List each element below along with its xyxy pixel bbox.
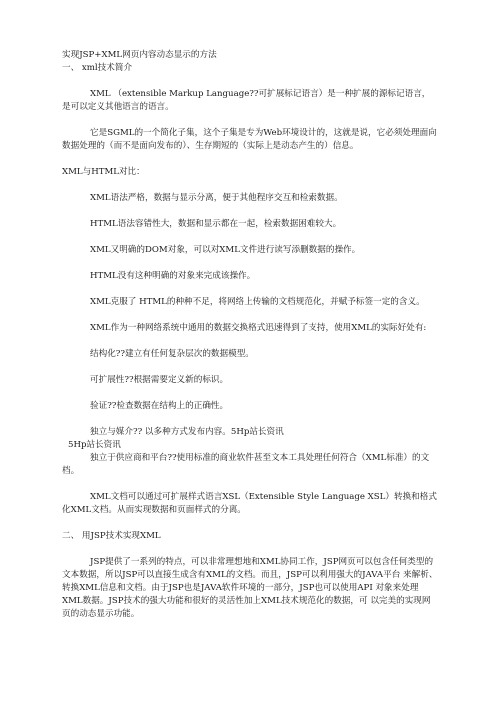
paragraph-sgml-subset: 它是SGML的一个简化子集，这个子集是专为Web环境设计的，这就是说，它必须处理面向数据处理的（而不是面向发布的）、生存期短的（实际上是动态产生的）信息。 bbox=[62, 128, 437, 151]
document-title: 实现JSP+XML网页内容动态显示的方法 bbox=[62, 50, 217, 60]
paragraph-xsl-transform: XML文档可以通过可扩展样式语言XSL（Extensible Style Language XSL）转换和格式化XML文档。从而实现数据和页面样式的分离。 bbox=[62, 492, 437, 515]
comparison-item-xml-overcomes: XML克服了 HTML的种种不足，将网络上传输的文档规范化，并赋予标签一定的含义。 bbox=[90, 297, 425, 307]
source-credit-text: 5Hp站长资讯 bbox=[68, 440, 121, 450]
benefit-item-media-independent: 独立与媒介?? 以多种方式发布内容。5Hp站长资讯 bbox=[90, 427, 284, 437]
benefit-item-structured: 结构化??建立有任何复杂层次的数据模型。 bbox=[90, 349, 254, 359]
section-heading-xml-intro: 一、 xml技术简介 bbox=[62, 63, 133, 73]
benefit-item-extensible: 可扩展性??根据需要定义新的标识。 bbox=[90, 375, 229, 385]
document-body bbox=[62, 49, 438, 621]
comparison-heading: XML与HTML对比： bbox=[62, 167, 145, 177]
comparison-item-xml-syntax: XML语法严格，数据与显示分离，便于其他程序交互和检索数据。 bbox=[90, 193, 343, 203]
comparison-item-xml-benefits: XML作为一种网络系统中通用的数据交换格式迅速得到了支持，使用XML的实际好处有: bbox=[90, 323, 427, 333]
paragraph-jsp-features: JSP提供了一系列的特点，可以非常理想地和XML协同工作，JSP网页可以包含任何类型的文本数据，所以JSP可以直接生成含有XML的文档。而且，JSP可以利用强大的JAVA平台 来解析、转换XML信息和文档。由于JSP也是JAVA软件环境的一部分，JSP也可以使用API 对象来处理XML数据。JSP技术的强大功能和很好的灵活性加上XML技术规范化的数据，可 以完美的实现网页的动态显示功能。 bbox=[62, 557, 438, 619]
comparison-item-xml-dom: XML又明确的DOM对象，可以对XML文件进行读写添删数据的操作。 bbox=[90, 245, 361, 255]
section-heading-jsp-xml: 二、 用JSP技术实现XML bbox=[62, 531, 161, 541]
comparison-item-html-no-object: HTML没有这种明确的对象来完成该操作。 bbox=[90, 271, 256, 281]
comparison-item-html-syntax: HTML语法容错性大，数据和显示都在一起，检索数据困难较大。 bbox=[90, 219, 342, 229]
benefit-item-validation: 验证??检查数据在结构上的正确性。 bbox=[90, 401, 229, 411]
paragraph-xml-definition: XML （extensible Markup Language??可扩展标记语言）是一种扩展的源标记语言，是可以定义其他语言的语言。 bbox=[62, 89, 431, 112]
benefit-item-vendor-independent: 独立于供应商和平台??使用标准的商业软件甚至文本工具处理任何符合（XML标准）的文档。 bbox=[62, 453, 430, 476]
